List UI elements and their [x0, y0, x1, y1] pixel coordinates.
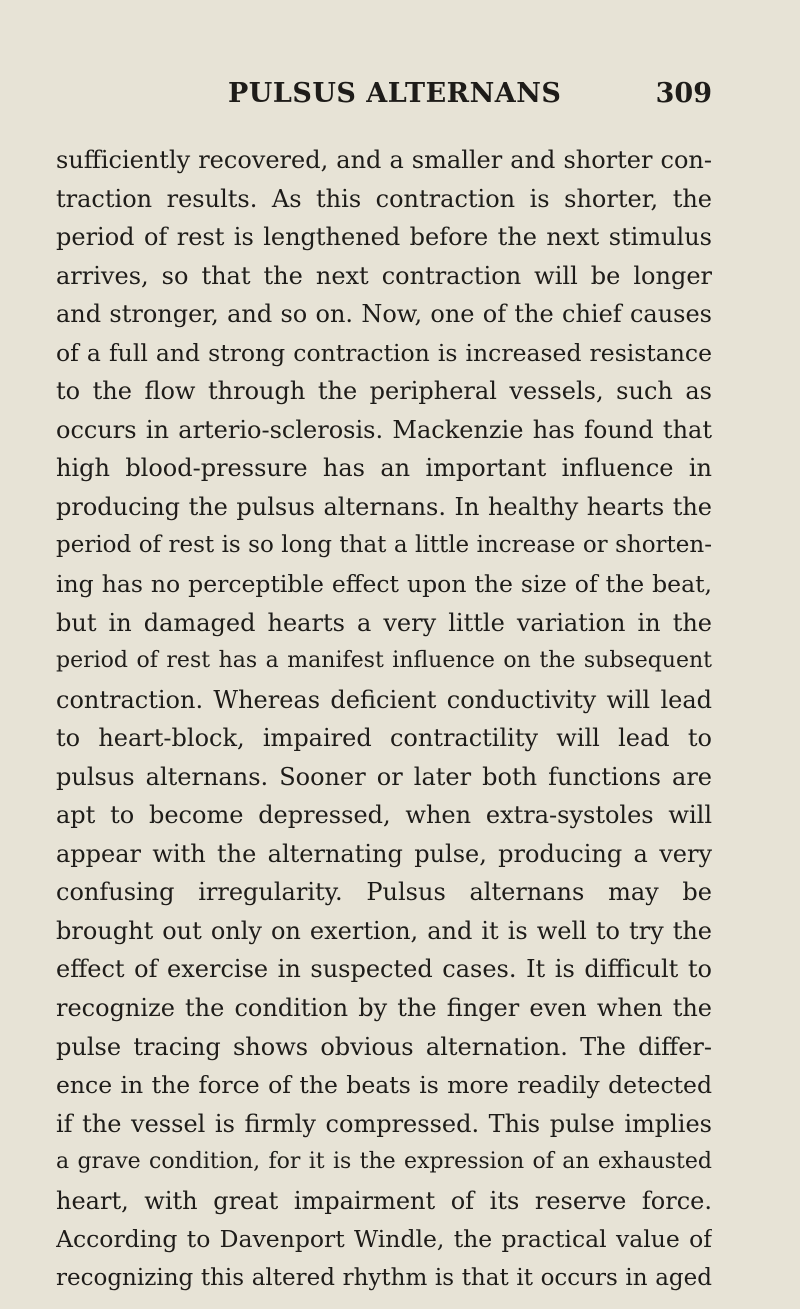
running-title: PULSUS ALTERNANS	[228, 78, 562, 109]
text-line: and stronger, and so on. Now, one of the chief causes	[56, 300, 712, 329]
text-line: pulsus alternans. Sooner or later both functions are	[56, 762, 712, 791]
text-line: ence in the force of the beats is more readily detected	[56, 1071, 712, 1100]
running-head	[56, 78, 712, 120]
text-line: to the flow through the peripheral vessels, such as	[56, 377, 712, 406]
text-line: effect of exercise in suspected cases. It is difficult to	[56, 955, 712, 984]
text-line: sufficiently recovered, and a smaller and shorter con-	[56, 146, 712, 174]
page-number: 309	[655, 78, 712, 109]
text-line: period of rest is so long that a little increase or shorten-	[56, 532, 712, 559]
text-line: occurs in arterio-sclerosis. Mackenzie has found that	[56, 415, 712, 444]
text-line: recognize the condition by the finger even when the	[56, 994, 712, 1023]
text-line: if the vessel is firmly compressed. This pulse implies	[56, 1109, 712, 1138]
body-text	[56, 141, 712, 1297]
text-line: recognizing this altered rhythm is that it occurs in aged	[56, 1264, 712, 1291]
text-line: to heart-block, impaired contractility will lead to	[56, 724, 712, 753]
text-line: appear with the alternating pulse, producing a very	[56, 839, 712, 868]
text-line: According to Davenport Windle, the practical value of	[56, 1225, 712, 1254]
text-line: high blood-pressure has an important influence in	[56, 454, 712, 483]
text-line: traction results. As this contraction is shorter, the	[56, 184, 712, 213]
text-line: contraction. Whereas deficient conductivity will lead	[56, 685, 712, 714]
text-line: confusing irregularity. Pulsus alternans may be	[56, 878, 712, 907]
text-line: period of rest has a manifest influence on the subsequent	[56, 648, 712, 674]
text-line: pulse tracing shows obvious alternation. The differ-	[56, 1032, 712, 1061]
text-line: of a full and strong contraction is increased resistance	[56, 338, 712, 367]
text-line: a grave condition, for it is the expression of an exhausted	[56, 1149, 712, 1175]
text-line: ing has no perceptible effect upon the size of the beat,	[56, 570, 712, 599]
text-line: period of rest is lengthened before the next stimulus	[56, 223, 712, 252]
text-line: arrives, so that the next contraction will be longer	[56, 261, 712, 290]
text-line: heart, with great impairment of its reserve force.	[56, 1186, 712, 1215]
text-line: apt to become depressed, when extra-systoles will	[56, 801, 712, 830]
text-line: producing the pulsus alternans. In healthy hearts the	[56, 492, 712, 521]
text-line: but in damaged hearts a very little variation in the	[56, 608, 712, 637]
text-line: brought out only on exertion, and it is well to try the	[56, 916, 712, 945]
